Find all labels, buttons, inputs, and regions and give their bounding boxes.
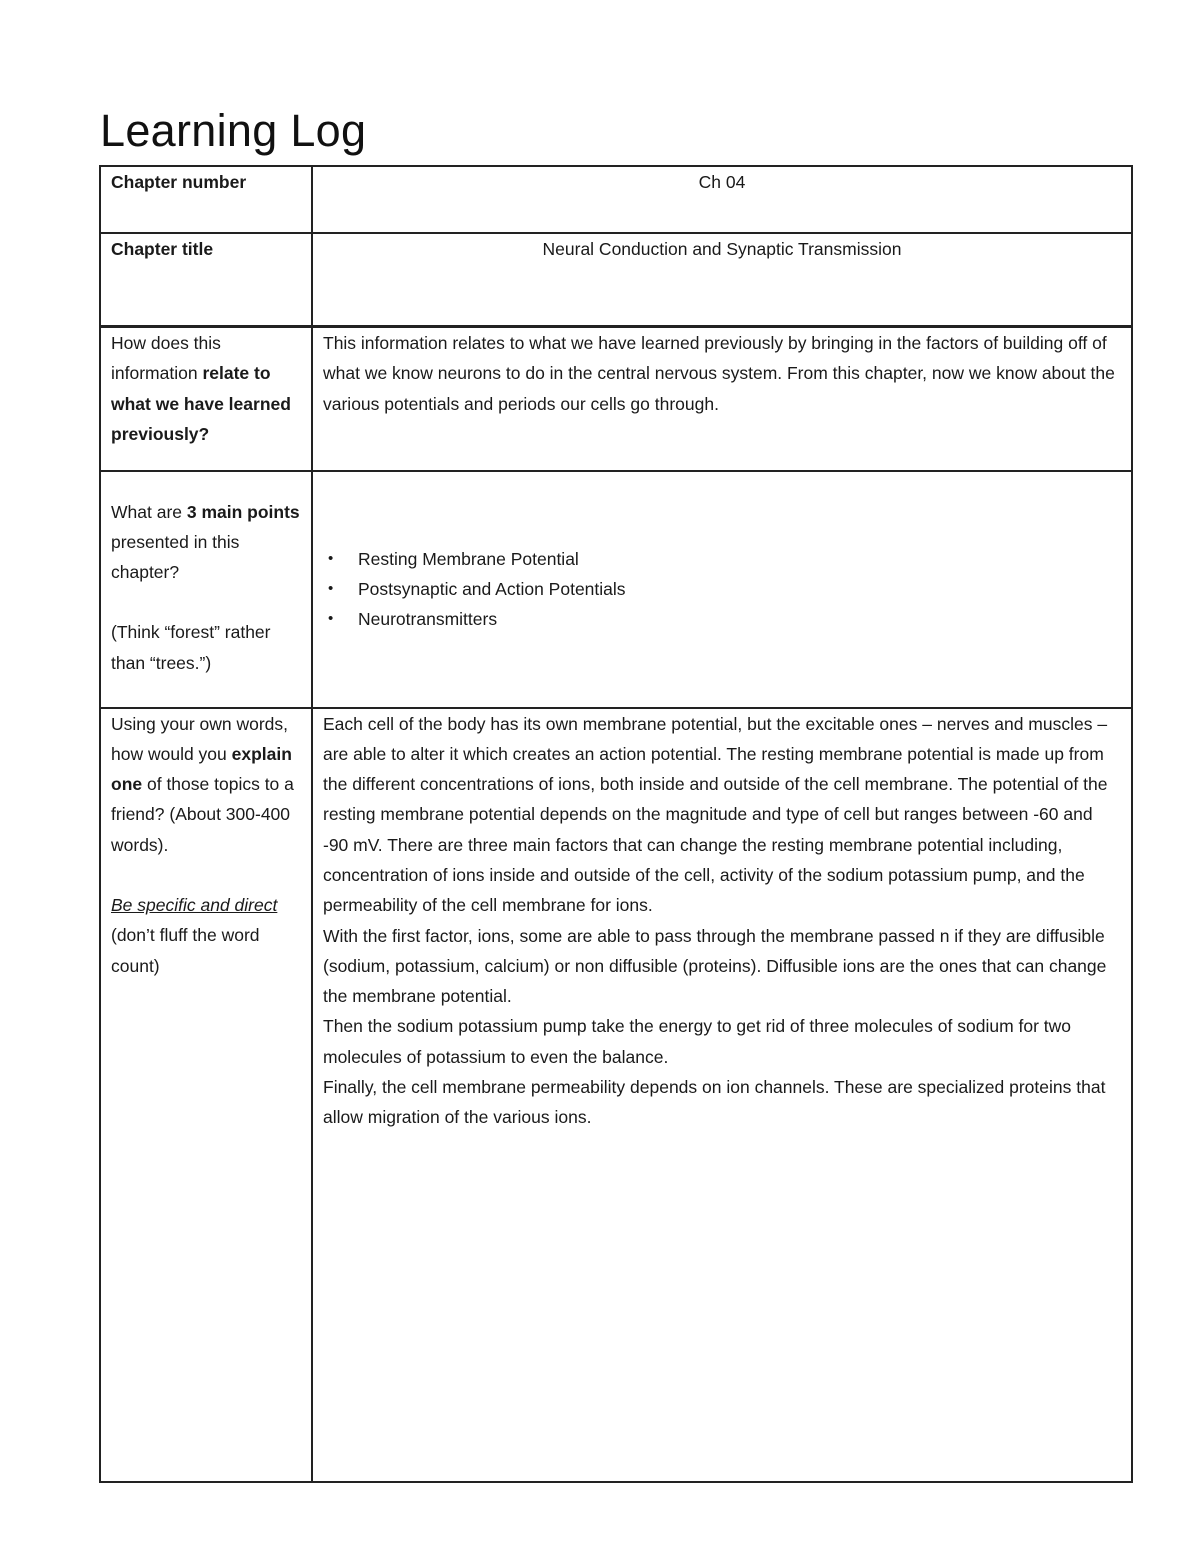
main-points-list — [323, 544, 1121, 635]
relate-value: This information relates to what we have learned previously by bringing in the factors of building off of what we know neurons to do in the central nervous system. From this chapter, now we know about the various potentials and periods our cells go through. — [323, 333, 1115, 414]
learning-log-table — [99, 165, 1133, 1483]
main-points-label-part-3: presented in this chapter? — [111, 531, 240, 583]
row-relate — [100, 327, 1132, 471]
explain-label-part-1: Using your own words, how would you — [111, 713, 289, 764]
main-points-label-part-1: What are — [111, 501, 187, 522]
chapter-number-label-text: Chapter number — [111, 172, 247, 192]
explain-paragraph: With the first factor, ions, some are able to pass through the membrane passed n if they are diffusible (sodium, potassium, calcium) or non diffusible (proteins). Diffusible ions are the ones that can change the membrane potential. — [323, 925, 1107, 1007]
main-points-note: (Think “forest” rather than “trees.”) — [111, 622, 271, 673]
explain-label-part-3: of those topics to a friend? (About 300-400 words). — [111, 774, 294, 855]
chapter-title-label — [100, 233, 312, 327]
explain-paragraph: Each cell of the body has its own membrane potential, but the excitable ones – nerves and muscles – are able to alter it which creates an action potential. The resting membrane potential is made up from the different concentrations of ions, both inside and outside of the cell membrane. The potential of the resting membrane potential depends on the magnitude and type of cell but ranges between -60 and -90 mV. There are three main factors that can change the resting membrane potential including, concentration of ions inside and outside of the cell, activity of the sodium potassium pump, and the permeability of the cell membrane for ions. — [323, 713, 1108, 916]
explain-note — [111, 890, 301, 981]
main-points-question — [111, 497, 301, 588]
chapter-number-value: Ch 04 — [698, 172, 746, 192]
list-item — [328, 604, 1121, 634]
main-points-label — [100, 471, 312, 708]
list-item — [328, 544, 1121, 574]
row-chapter-title — [100, 233, 1132, 327]
main-point-text: Neurotransmitters — [358, 609, 498, 630]
relate-value-cell[interactable] — [312, 327, 1132, 471]
chapter-title-value-cell[interactable] — [312, 233, 1132, 327]
chapter-number-label — [100, 166, 312, 233]
relate-label — [100, 327, 312, 471]
chapter-title-label-text: Chapter title — [111, 239, 214, 259]
main-point-text: Postsynaptic and Action Potentials — [358, 578, 626, 599]
relate-label-part-2: relate to what we have learned previously? — [111, 363, 291, 444]
chapter-number-value-cell[interactable] — [312, 166, 1132, 233]
main-points-label-part-2: 3 main points — [186, 501, 300, 522]
explain-paragraph: Finally, the cell membrane permeability depends on ion channels. These are specialized proteins that allow migration of the various ions. — [323, 1077, 1106, 1128]
explain-note-rest: (don’t fluff the word count) — [111, 925, 260, 976]
explain-question — [111, 709, 301, 860]
explain-paragraph: Then the sodium potassium pump take the energy to get rid of three molecules of sodium for two molecules of potassium to even the balance. — [323, 1016, 1072, 1067]
spacer — [111, 587, 301, 617]
row-main-points — [100, 471, 1132, 708]
bullet-icon: • — [328, 579, 334, 597]
row-chapter-number — [100, 166, 1132, 233]
relate-label-part-1: How does this information — [111, 333, 221, 384]
explain-label-part-2: explain one — [111, 743, 292, 795]
spacer — [111, 860, 301, 890]
explain-label — [100, 708, 312, 1482]
main-points-value-cell[interactable] — [312, 471, 1132, 708]
explain-note-underlined: Be specific and direct — [111, 894, 278, 915]
page-title: Learning Log — [100, 105, 367, 156]
list-item — [328, 574, 1121, 604]
bullet-icon: • — [328, 610, 334, 628]
row-explain — [100, 708, 1132, 1482]
chapter-title-value: Neural Conduction and Synaptic Transmission — [542, 239, 902, 259]
explain-value-cell[interactable] — [312, 708, 1132, 1482]
bullet-icon: • — [328, 549, 334, 567]
main-point-text: Resting Membrane Potential — [358, 548, 579, 569]
